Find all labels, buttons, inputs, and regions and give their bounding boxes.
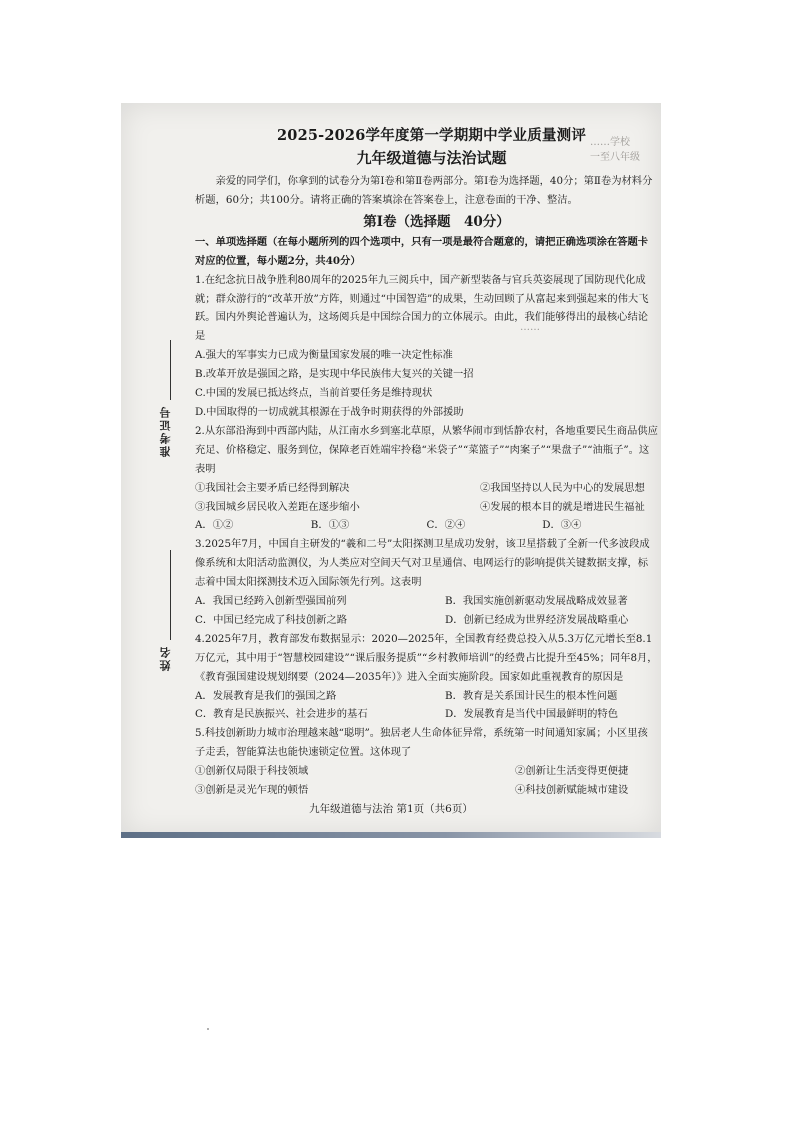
name-label: 姓名 <box>159 645 172 671</box>
question-1-stem: 1.在纪念抗日战争胜利80周年的2025年九三阅兵中，国产新型装备与官兵英姿展现了国防现代化成就；群众游行的“改革开放”方阵，则通过“中国智造”的成果，生动回顾了从富起来到强起来的伟大飞跃。国内外舆论普遍认为，这场阅兵是中国综合国力的立体展示。由此，我们能够得出的最核心结论是 <box>195 273 649 343</box>
question-5-statement-1: ①创新仅局限于科技领域 <box>195 765 309 778</box>
question-1-option-b: B.改革开放是强国之路，是实现中华民族伟大复兴的关键一招 <box>195 368 474 381</box>
question-2-statement-row <box>195 479 658 498</box>
exam-title: 2025-2026学年度第一学期期中学业质量测评 <box>276 127 587 144</box>
question-4-options-row <box>195 687 658 706</box>
question-3-option-b: B．我国实施创新驱动发展战略成效显著 <box>445 595 628 608</box>
question-2-statement-1: ①我国社会主要矛盾已经得到解决 <box>195 481 350 494</box>
question-4-option-d: D．发展教育是当代中国最鲜明的特色 <box>445 708 619 721</box>
question-2-statement-4: ④发展的根本目的就是增进民生福祉 <box>480 500 645 513</box>
question-5-stem: 5.科技创新助力城市治理越来越“聪明”。独居老人生命体征异常，系统第一时间通知家属；小区里孩子走丢，智能算法也能快速锁定位置。这体现了 <box>195 727 648 759</box>
exam-subject-title: 九年级道德与法治试题 <box>356 149 507 167</box>
question-2-stem: 2.从东部沿海到中西部内陆，从江南水乡到塞北草原，从繁华闹市到恬静农村，各地重要民生商品供应充足、价格稳定、服务到位，保障老百姓端牢拎稳“米袋子”“菜篮子”“肉案子”“果盘子”“油瓶子”。这表明 <box>195 424 658 475</box>
question-4-stem: 4.2025年7月，教育部发布数据显示：2020—2025年，全国教育经费总投入从5.3万亿元增长至8.1万亿元，其中用于“智慧校园建设”“课后服务提质”“乡村教师培训”的经费占比提升至45%；同年8月，《教育强国建设规划纲要（2024—2035年）》进入全面实施阶段。国家如此重视教育的原因是 <box>195 632 658 683</box>
question-2-statement-row <box>195 498 658 517</box>
paper-shadow-edge <box>121 832 661 838</box>
exam-id-label: 准考证号 <box>159 405 172 457</box>
bleed-through-text: 一至八年级 <box>590 152 640 163</box>
section-instruction: 一、单项选择题（在每小题所列的四个选项中，只有一项是最符合题意的，请把正确选项涂在答题卡对应的位置，每小题2分，共40分） <box>195 235 649 267</box>
question-2-option-c: C．②④ <box>426 519 466 532</box>
question-3-option-a: A．我国已经跨入创新型强国前列 <box>195 595 347 608</box>
stray-mark <box>207 1028 209 1030</box>
question-3-options-row <box>195 611 658 630</box>
question-2-option-a: A．①② <box>195 519 234 532</box>
question-5-statement-3: ③创新是灵光乍现的顿悟 <box>195 784 309 797</box>
question-1-option-d: D.中国取得的一切成就其根源在于战争时期获得的外部援助 <box>195 405 464 418</box>
question-2-option-b: B．①③ <box>310 519 350 532</box>
question-5-statement-4: ④科技创新赋能城市建设 <box>515 784 629 797</box>
section-title: 第Ⅰ卷（选择题 40分） <box>363 213 510 230</box>
question-1-option-a: A.强大的军事实力已成为衡量国家发展的唯一决定性标准 <box>195 349 453 362</box>
question-4-option-a: A．发展教育是我们的强国之路 <box>195 689 337 702</box>
question-2-statement-2: ②我国坚持以人民为中心的发展思想 <box>480 481 645 494</box>
question-5-statement-row <box>195 762 658 781</box>
exam-id-line <box>170 340 171 400</box>
question-4-options-row <box>195 705 658 724</box>
bleed-through-text: ……学校 <box>590 137 630 148</box>
question-3-options-row <box>195 592 658 611</box>
question-3-option-c: C．中国已经完成了科技创新之路 <box>195 613 348 626</box>
question-2-option-d: D．③④ <box>542 519 582 532</box>
question-1-option-c: C.中国的发展已抵达终点，当前首要任务是维持现状 <box>195 387 433 400</box>
name-line <box>170 550 171 640</box>
question-2-options-row <box>195 516 658 535</box>
bleed-through-text: …… <box>520 322 540 333</box>
question-4-option-c: C．教育是民族振兴、社会进步的基石 <box>195 708 368 721</box>
question-3-option-d: D．创新已经成为世界经济发展战略重心 <box>445 613 629 626</box>
question-5-statement-row <box>195 781 658 800</box>
question-3-stem: 3.2025年7月，中国自主研发的“羲和二号”太阳探测卫星成功发射，该卫星搭载了全新一代多波段成像系统和太阳活动监测仪，为人类应对空间天气对卫星通信、电网运行的影响提供关键数据支撑，标志着中国太阳探测技术迈入国际领先行列。这表明 <box>195 538 650 589</box>
question-2-statement-3: ③我国城乡居民收入差距在逐步缩小 <box>195 500 360 513</box>
question-5-statement-2: ②创新让生活变得更便捷 <box>515 765 629 778</box>
exam-content <box>195 125 658 800</box>
exam-intro: 亲爱的同学们，你拿到的试卷分为第Ⅰ卷和第Ⅱ卷两部分。第Ⅰ卷为选择题，40分；第Ⅱ卷为材料分析题，60分；共100分。请将正确的答案填涂在答案卷上，注意卷面的干净、整洁。 <box>195 175 653 206</box>
page-footer: 九年级道德与法治 第1页（共6页） <box>309 803 473 815</box>
question-4-option-b: B．教育是关系国计民生的根本性问题 <box>445 689 618 702</box>
